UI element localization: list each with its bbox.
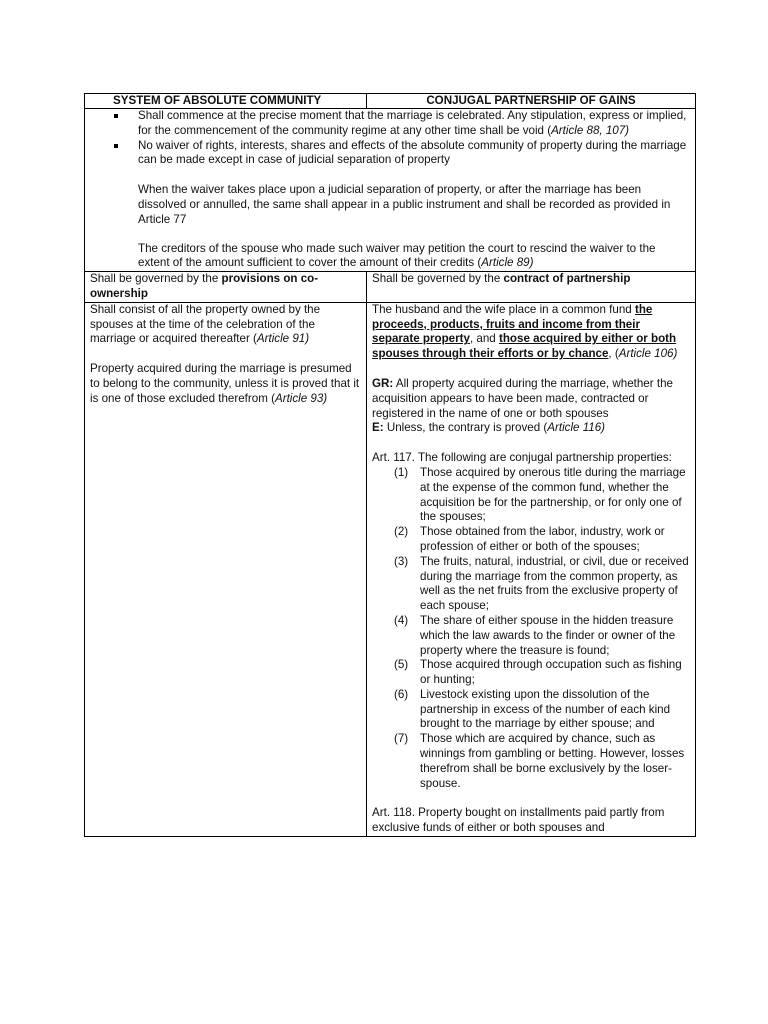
comparison-table [84,93,696,837]
exception-paragraph: E: Unless, the contrary is proved (Article 116) [372,421,606,435]
creditors-paragraph: The creditors of the spouse who made such waiver may petition the court to rescind the waiver to the extent of the amount sufficient to cover the amount of their credits (Article 89) [138,241,656,270]
shared-provisions-cell [85,109,696,272]
header-conjugal-partnership: CONJUGAL PARTNERSHIP OF GAINS [367,94,696,109]
separate-property-term: the proceeds, products, fruits and income from their separate property [372,302,653,346]
gr-label: GR: [372,376,394,390]
list-item: (2) Those obtained from the labor, industry, work or profession of either or both of the spouses; [394,525,665,553]
property-composition-row [85,302,696,836]
common-fund-paragraph: The husband and the wife place in a common fund the proceeds, products, fruits and income from their separate property, and those acquired by either or both spouses through their efforts or by chance, (Article 106) [372,302,678,361]
bullet-commencement: Shall commence at the precise moment that the marriage is celebrated. Any stipulation, express or implied, for the commencement of the community regime at any other time shall be void (Article 88, 107) [138,109,690,139]
header-row [85,94,696,109]
shared-provisions-row [85,109,696,272]
article-ref: Article 116) [547,421,606,435]
general-rule-paragraph: GR: All property acquired during the marriage, whether the acquisition appears to have been made, contracted or registered in the name of one or both spouses [372,376,673,420]
list-item: (4) The share of either spouse in the hidden treasure which the law awards to the finder or owner of the property where the treasure is found; [394,613,676,657]
property-composition-left [85,302,367,836]
article-ref: Article 91) [256,332,310,346]
bullet-no-waiver: No waiver of rights, interests, shares and effects of the absolute community of property during the marriage can be made except in case of judicial separation of property [138,139,690,169]
list-item: (6) Livestock existing upon the dissolution of the partnership in excess of the number of each kind brought to the marriage by either spouse; and [394,687,671,731]
left-presumption-paragraph: Property acquired during the marriage is presumed to belong to the community, unless it is proved that it is one of those excluded therefrom (Article 93) [90,362,360,405]
article-ref: Article 88, 107) [551,123,630,137]
conjugal-property-list [372,466,690,792]
article-118-paragraph: Art. 118. Property bought on installments paid partly from exclusive funds of either or both spouses and [372,806,665,835]
article-ref: Article 89) [481,256,534,270]
co-ownership-term: provisions on co-ownership [90,272,319,300]
article-ref: Article 93) [274,391,328,405]
list-item: (5) Those acquired through occupation such as fishing or hunting; [394,658,682,687]
article-ref: Article 106) [618,347,678,361]
partnership-term: contract of partnership [503,272,631,286]
waiver-paragraph: When the waiver takes place upon a judicial separation of property, or after the marriage has been dissolved or annulled, the same shall appear in a public instrument and shall be recorded as provided in Article 77 [138,183,671,226]
property-composition-right [367,302,696,836]
header-absolute-community: SYSTEM OF ABSOLUTE COMMUNITY [85,94,367,109]
list-item: (3) The fruits, natural, industrial, or civil, due or received during the marriage from the common property, as well as the net fruits from the exclusive property of each spouse; [394,554,689,613]
shared-bullet-list [90,109,690,168]
governed-by-left: Shall be governed by the provisions on co-ownership [85,272,367,303]
article-117-heading: Art. 117. The following are conjugal partnership properties: [372,451,672,465]
governed-by-row [85,272,696,303]
governed-by-right: Shall be governed by the contract of partnership [367,272,696,303]
e-label: E: [372,421,384,435]
list-item: (7) Those which are acquired by chance, such as winnings from gambling or betting. However, losses therefrom shall be borne exclusively by the loser-spouse. [394,732,685,790]
list-item: (1) Those acquired by onerous title during the marriage at the expense of the common fund, whether the acquisition be for the partnership, or for only one of the spouses; [394,465,686,524]
left-consist-paragraph: Shall consist of all the property owned by the spouses at the time of the celebration of the marriage or acquired thereafter (Article 91) [90,302,321,346]
efforts-chance-term: those acquired by either or both spouses through their efforts or by chance [372,332,677,361]
